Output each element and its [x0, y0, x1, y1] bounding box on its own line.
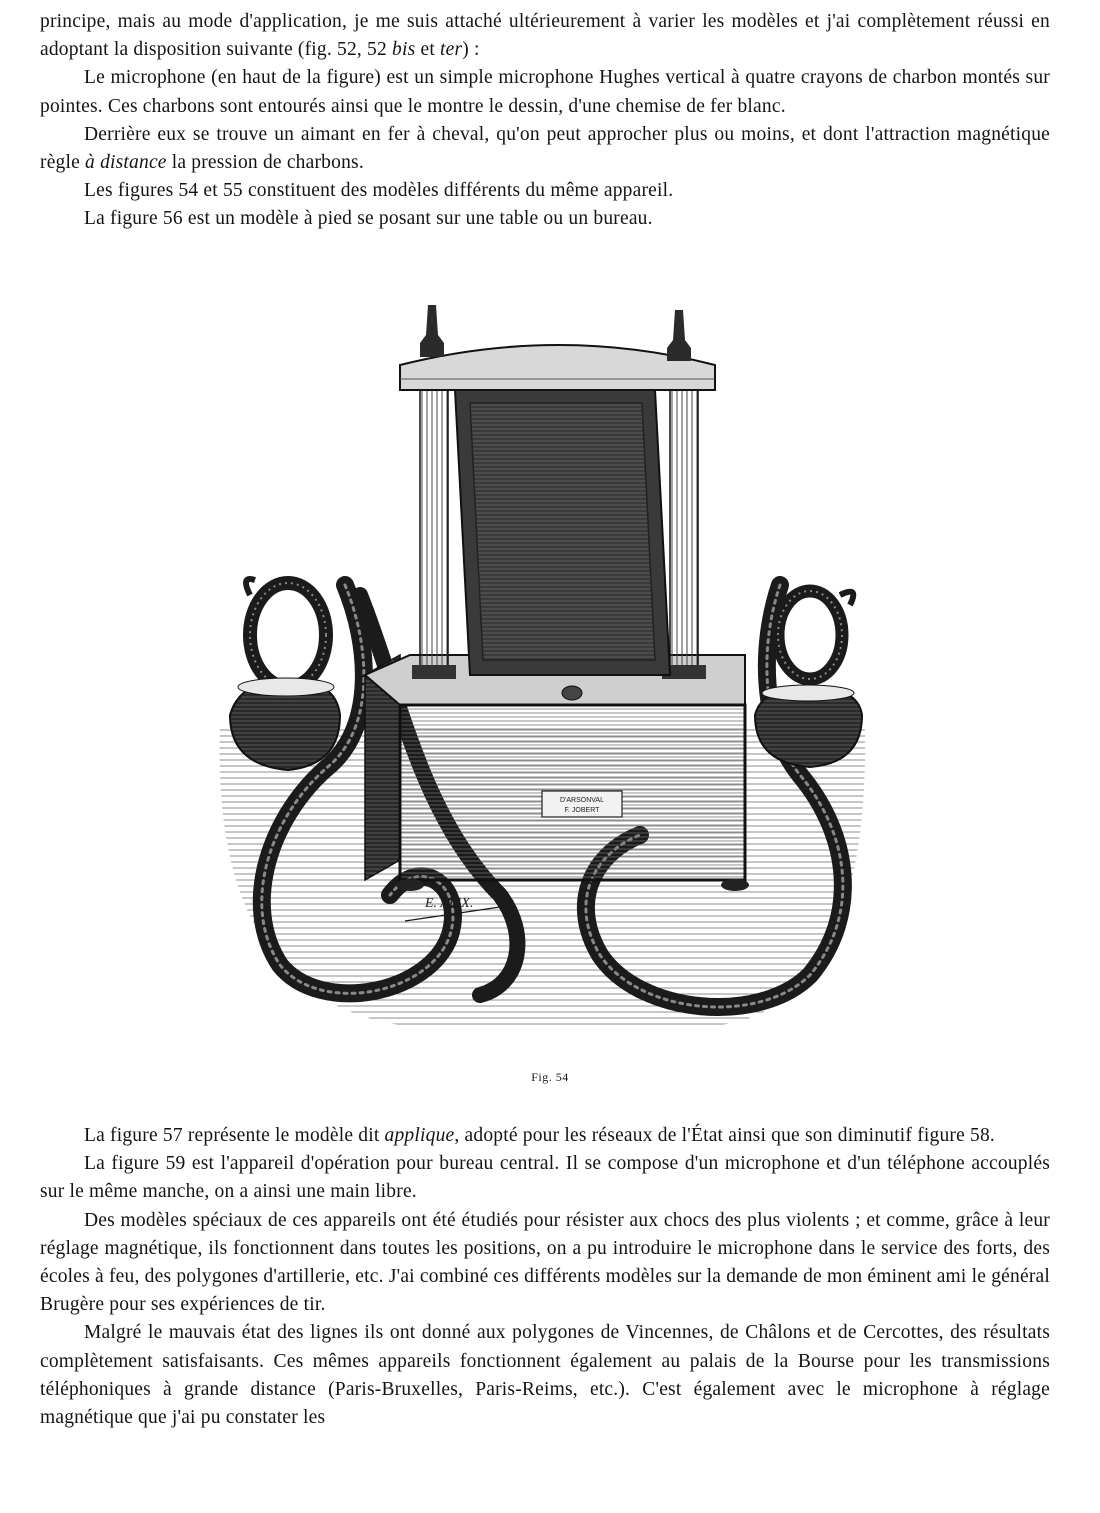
text-run: Derrière eux se trouve un aimant en fer à cheval, qu'on peut approcher plus ou moins, et dont l'attraction magnétique règle: [40, 123, 1050, 174]
text-run: Les figures 54 et 55 constituent des modèles différents du même appareil.: [84, 180, 674, 202]
figure-54: [200, 295, 880, 1035]
paragraph: [40, 1150, 1050, 1206]
italic-text: ter: [440, 39, 463, 61]
figure-caption: [0, 1070, 1100, 1085]
mic-panel: [470, 403, 655, 660]
text-run: principe, mais au mode d'application, je me suis attaché ultérieurement à varier les modèles et j'ai complètement réussi en adoptant la disposition suivante (fig. 52, 52: [40, 11, 1050, 61]
paragraph: [40, 1207, 1050, 1320]
text-run: La figure 56 est un modèle à pied se posant sur une table ou un bureau.: [84, 208, 653, 230]
paragraph: [40, 1122, 1050, 1150]
text-run: , adopté pour les réseaux de l'État ainsi que son diminutif figure 58.: [454, 1125, 996, 1146]
top-text-block: [40, 8, 1050, 234]
text-run: la pression de charbons.: [166, 152, 364, 174]
plate-line-2: F. JOBERT: [564, 807, 600, 814]
engraver-signature: E. ALIX.: [425, 896, 474, 911]
paragraph: [40, 8, 1050, 64]
paragraph: [40, 205, 1050, 233]
right-pillar: [670, 385, 698, 670]
figure-caption-text: Fig. 54: [531, 1070, 569, 1084]
right-receiver-ring: [778, 591, 842, 679]
italic-text: à distance: [85, 152, 167, 174]
paragraph: [40, 121, 1050, 177]
text-run: ) :: [462, 39, 480, 61]
microphone-engraving: [200, 295, 880, 1035]
italic-text: applique: [384, 1125, 455, 1146]
paragraph: [40, 177, 1050, 205]
plate-line-1: D'ARSONVAL: [560, 797, 604, 804]
right-finial: [667, 310, 691, 361]
text-run: Des modèles spéciaux de ces appareils ont été étudiés pour résister aux chocs des plus violents ; et comme, grâce à leur réglage magnétique, ils fonctionnent dans toutes les positions, on a pu introduire le microphone dans le service des forts, des écoles à feu, des polygones d'artillerie, etc. J'ai combiné ces différents modèles sur la demande de mon éminent ami le général Brugère pour ses expériences de tir.: [40, 1209, 1050, 1316]
paragraph: [40, 1319, 1050, 1432]
italic-text: bis: [392, 39, 416, 61]
left-finial: [420, 305, 444, 357]
top-knob: [562, 686, 582, 700]
text-run: Le microphone (en haut de la figure) est un simple microphone Hughes vertical à quatre crayons de charbon montés sur pointes. Ces charbons sont entourés ainsi que le montre le dessin, d'une chemise de fer blanc.: [40, 67, 1050, 117]
text-run: La figure 57 représente le modèle dit: [84, 1125, 385, 1146]
paragraph: [40, 64, 1050, 120]
text-run: La figure 59 est l'appareil d'opération pour bureau central. Il se compose d'un microphone et d'un téléphone accouplés sur le même manche, on a ainsi une main libre.: [40, 1153, 1050, 1203]
text-run: Malgré le mauvais état des lignes ils ont donné aux polygones de Vincennes, de Châlons et de Cercottes, des résultats complètement satisfaisants. Ces mêmes appareils fonctionnent également au palais de la Bourse pour les transmissions téléphoniques à grande distance (Paris-Bruxelles, Paris-Reims, etc.). C'est également avec le microphone à réglage magnétique que j'ai pu constater les: [40, 1322, 1050, 1429]
left-pillar: [420, 385, 448, 670]
bottom-text-block: [40, 1122, 1050, 1432]
text-run: et: [415, 39, 441, 61]
